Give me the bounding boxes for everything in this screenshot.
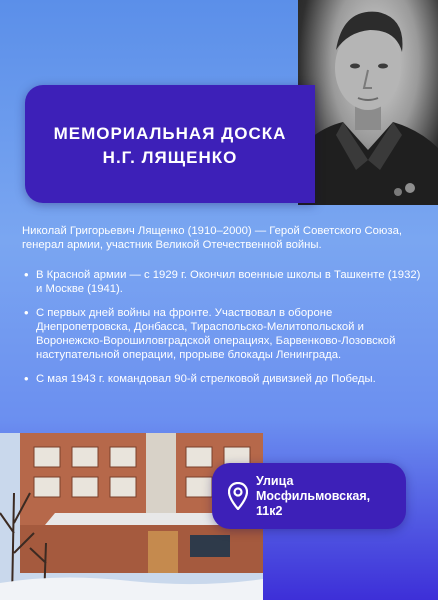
address-text: [256, 474, 402, 519]
page-title: [25, 122, 315, 170]
list-item: • С мая 1943 г. командовал 90-й стрелковой дивизией до Победы.: [22, 372, 422, 386]
title-line-1: МЕМОРИАЛЬНАЯ ДОСКА: [53, 124, 287, 143]
list-item: • С первых дней войны на фронте. Участвовал в обороне Днепропетровска, Донбасса, Тираспольско-Мелитопольской и Воронежско-Ворошиловградской операциях, Барвенково-Лозовской наступательной операции, прорыве блокады Ленинграда.: [22, 306, 422, 362]
title-line-2: Н.Г. ЛЯЩЕНКО: [102, 148, 238, 167]
bio-list: [22, 268, 422, 396]
address-line-1: Улица: [256, 474, 294, 488]
intro-paragraph: Николай Григорьевич Лященко (1910–2000) — Герой Советского Союза, генерал армии, участник Великой Отечественной войны.: [22, 225, 403, 251]
address-line-2: Мосфильмовская,: [256, 489, 371, 503]
list-item: • В Красной армии — с 1929 г. Окончил военные школы в Ташкенте (1932) и Москве (1941).: [22, 268, 422, 296]
portrait-photo: [298, 0, 438, 205]
map-pin-icon: [228, 482, 248, 510]
address-line-3: 11к2: [256, 504, 283, 518]
